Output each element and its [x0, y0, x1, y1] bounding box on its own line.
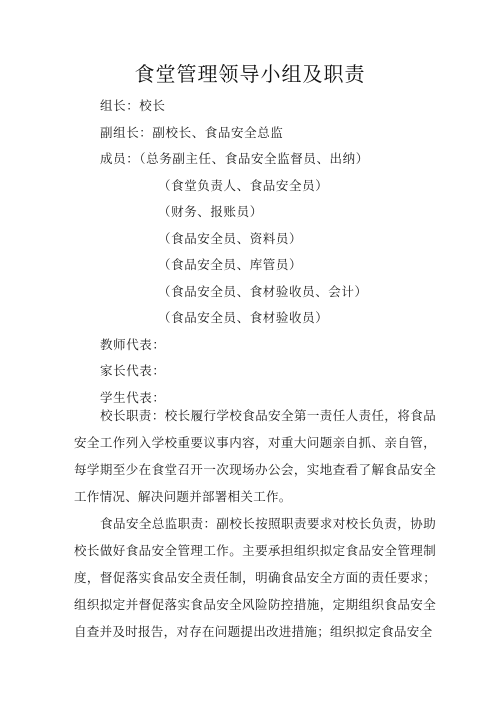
food-safety-director-duties-paragraph	[74, 510, 436, 645]
member-item: （食品安全员、库管员）	[158, 257, 303, 272]
members-line: 成员：（总务副主任、食品安全监督员、出纳）	[100, 151, 369, 166]
principal-duties-paragraph	[74, 402, 436, 510]
teacher-representative: 教师代表：	[100, 337, 166, 352]
member-item: （食品安全员、食材验收员、会计）	[158, 284, 368, 299]
parent-representative: 家长代表：	[100, 363, 166, 378]
principal-duties-text: 校长职责：校长履行学校食品安全第一责任人责任，将食品安全工作列入学校重要议事内容，对重大问题亲自抓、亲自管，每学期至少在食堂召开一次现场办公会，实地查看了解食品安全工作情况、解决问题并部署相关工作。	[74, 408, 436, 504]
member-item: （财务、报账员）	[158, 204, 263, 219]
food-safety-director-duties-text: 食品安全总监职责：副校长按照职责要求对校长负责，协助校长做好食品安全管理工作。主要承担组织拟定食品安全管理制度，督促落实食品安全责任制，明确食品安全方面的责任要求；组织拟定并督促落实食品安全风险防控措施，定期组织食品安全自查并及时报告，对存在问题提出改进措施；组织拟定食品安全	[74, 516, 436, 639]
student-representative: 学生代表：	[100, 390, 166, 405]
member-item: （食品安全员、食材验收员）	[158, 310, 329, 325]
deputy-leader-line: 副组长：副校长、食品安全总监	[100, 125, 284, 140]
document-title: 食堂管理领导小组及职责	[134, 62, 366, 86]
member-item: （食堂负责人、食品安全员）	[158, 178, 329, 193]
member-item: （食品安全员、资料员）	[158, 231, 303, 246]
leader-line: 组长：校长	[100, 98, 166, 113]
